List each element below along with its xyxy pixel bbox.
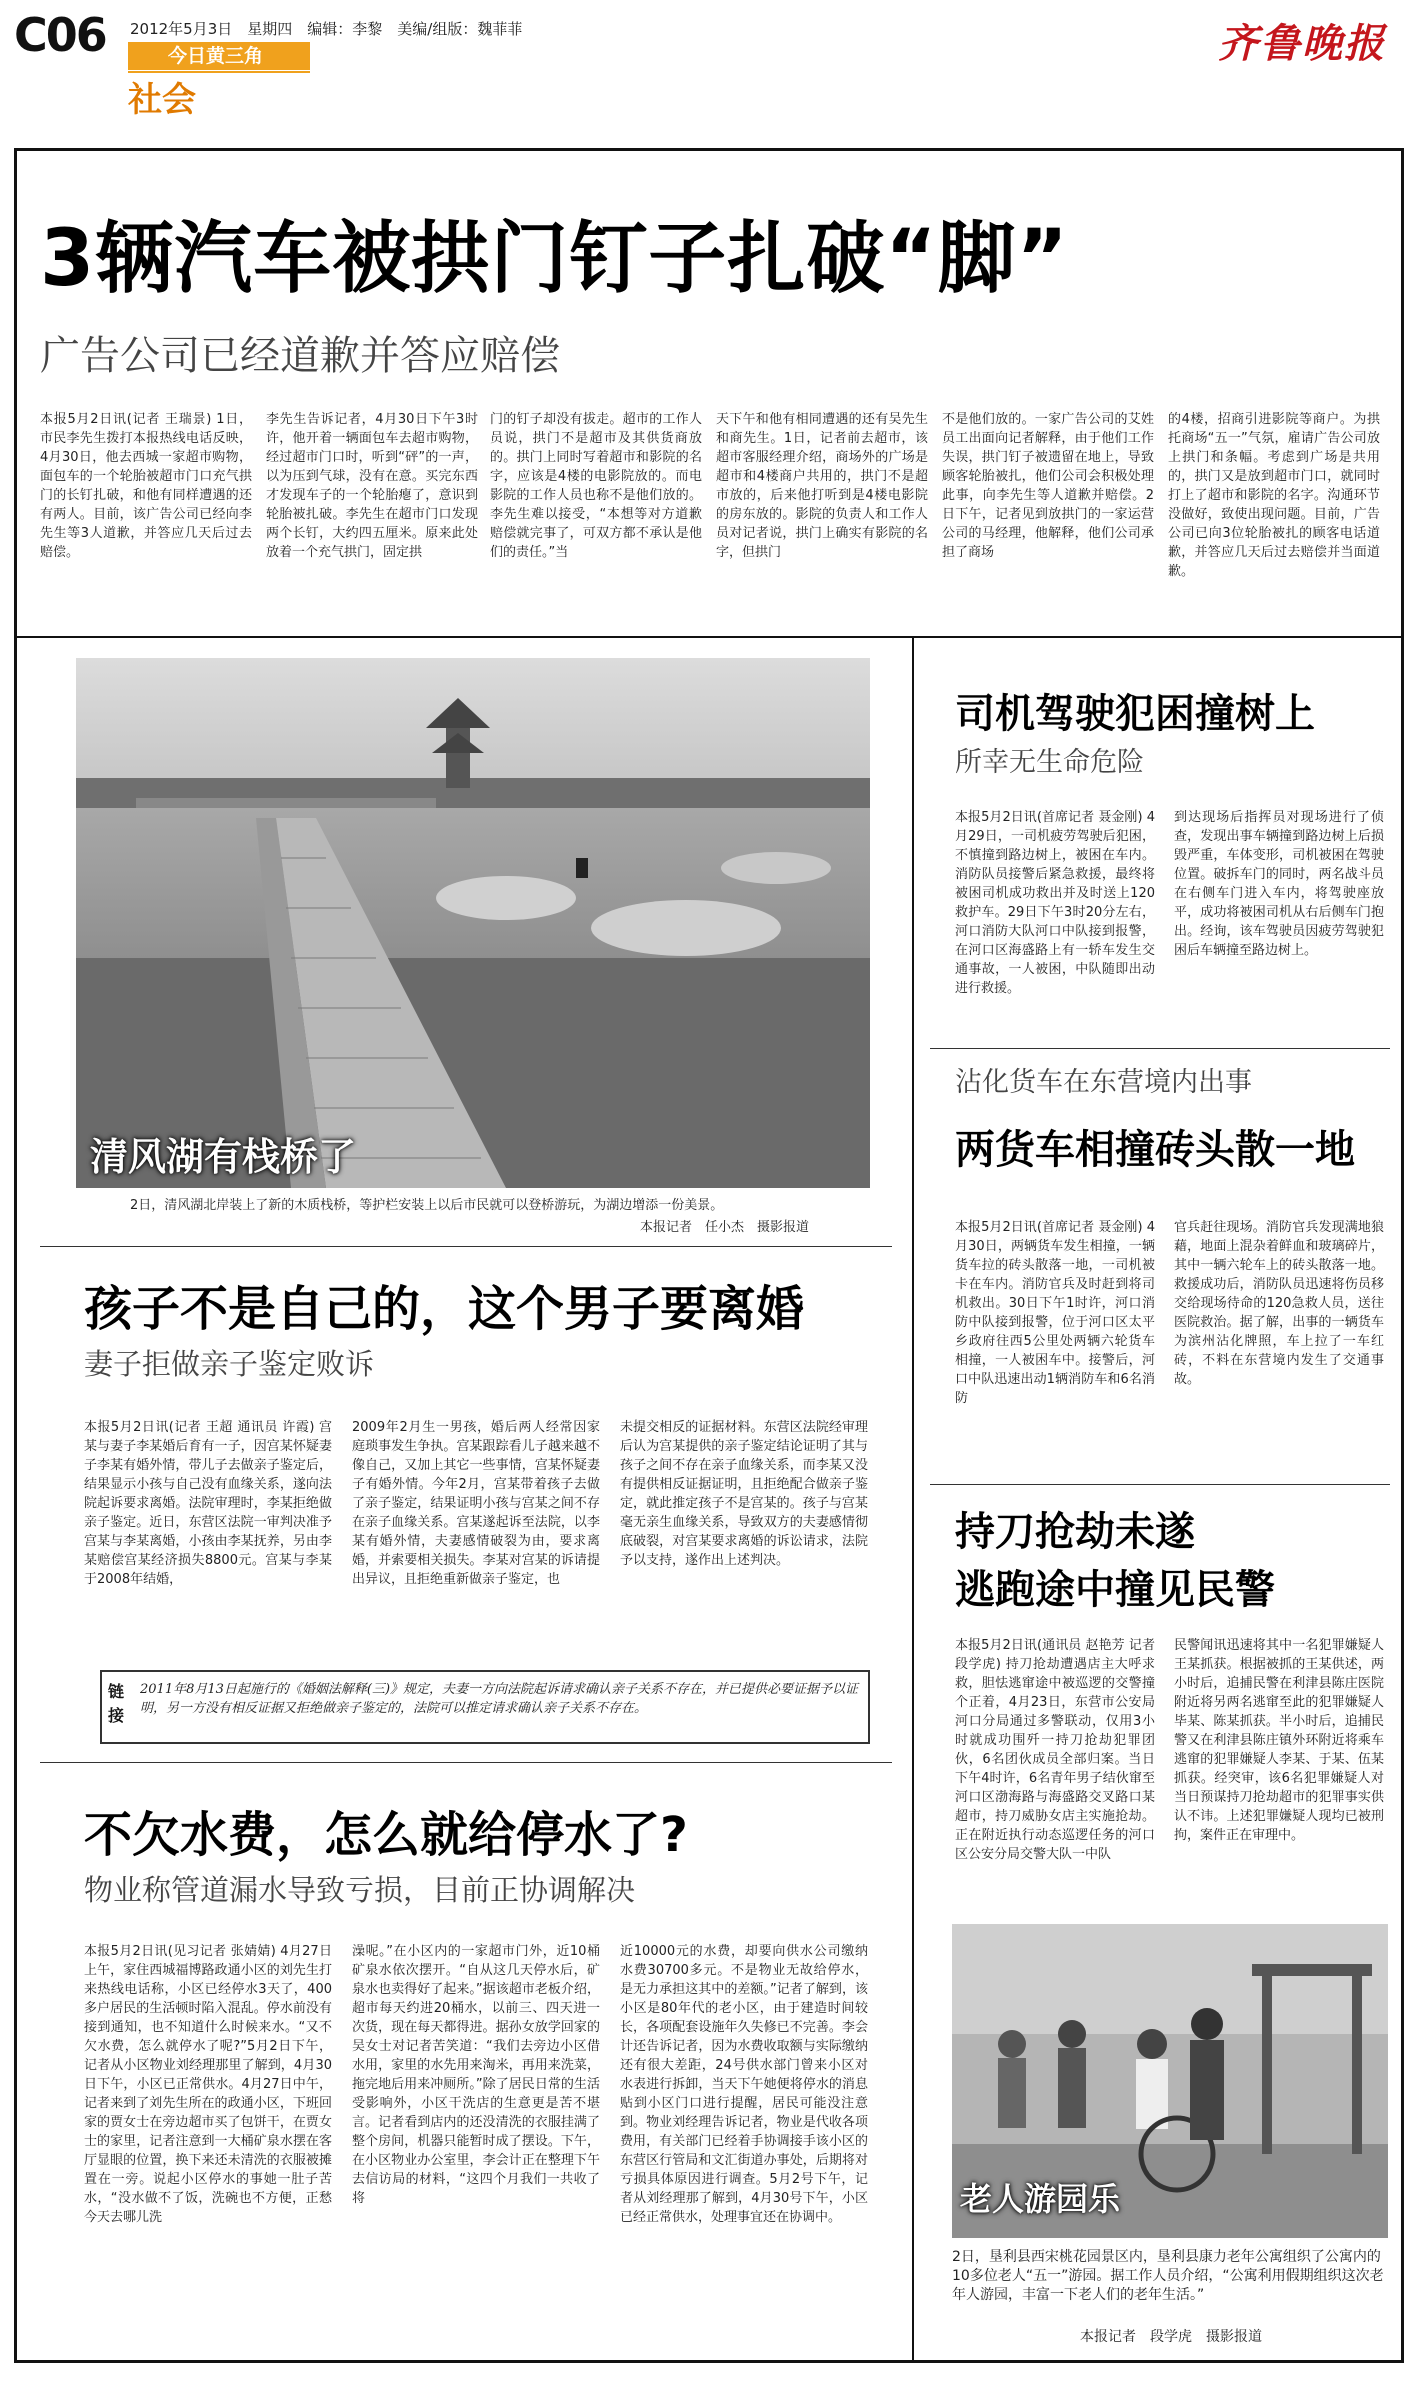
masthead-logo: 齐鲁晚报 <box>1218 20 1386 67</box>
box-top-rule <box>14 148 1404 151</box>
page-number: C06 <box>14 8 106 62</box>
photo-pier-label: 清风湖有栈桥了 <box>90 1135 357 1179</box>
water-col-3: 近10000元的水费，却要向供水公司缴纳水费30700多元。不是物业无故给停水，是无力承担这其中的差额。”记者了解到，该小区是80年代的老小区，由于建造时间较长，各项配套设施年久失修已不完善。李会计还告诉记者，因为水费收取额与实际缴纳还有很大差距，24号供水部门曾来小区对水表进行拆卸，当天下午她便将停水的消息贴到小区门口进行提醒，居民可能没注意到。物业刘经理告诉记者，物业是代收各项费用，有关部门已经着手协调接手该小区的东营区行管局和文汇街道办事处，后期将对亏损具体原因进行调查。5月2号下午，记者从刘经理那了解到，4月30号下午，小区已经正常供水，处理事宜还在协调中。 <box>620 1944 868 2225</box>
photo-pier-caption: 2日，清风湖北岸装上了新的木质栈桥，等护栏安装上以后市民就可以登桥游玩，为湖边增添一份美景。 <box>130 1198 724 1213</box>
divorce-subheadline: 妻子拒做亲子鉴定败诉 <box>84 1347 375 1381</box>
water-subheadline: 物业称管道漏水导致亏损，目前正协调解决 <box>84 1873 636 1907</box>
robbery-col-2: 民警闻讯迅速将其中一名犯罪嫌疑人王某抓获。根据被抓的王某供述，两小时后，追捕民警在利津县陈庄医院附近将另两名逃窜至此的犯罪嫌疑人毕某、陈某抓获。半小时后，追捕民警又在利津县陈庄镇外环附近将乘车逃窜的犯罪嫌疑人李某、于某、伍某抓获。经突审，该6名犯罪嫌疑人对当日预谋持刀抢劫超市的犯罪事实供认不讳。上述犯罪嫌疑人现均已被刑拘，案件正在审理中。 <box>1174 1638 1384 1843</box>
divorce-col-1: 本报5月2日讯(记者 王超 通讯员 许霞) 宫某与妻子李某婚后育有一子，因宫某怀疑妻子李某有婚外情，带儿子去做亲子鉴定后，结果显示小孩与自己没有血缘关系，遂向法院起诉要求离婚。法院审理时，李某拒绝做亲子鉴定。近日，东营区法院一审判决准予宫某与李某离婚，小孩由李某抚养，另由李某赔偿宫某经济损失8800元。宫某与李某于2008年结婚， <box>84 1420 332 1587</box>
water-headline: 不欠水费，怎么就给停水了? <box>84 1807 688 1863</box>
tree-col-1: 本报5月2日讯(首席记者 聂金刚) 4月29日，一司机疲劳驾驶后犯困，不慎撞到路边树上，被困在车内。消防队员接警后紧急救援，最终将被困司机成功救出并及时送上120救护车。29日下午3时20分左右，河口消防大队河口中队接到报警，在河口区海盛路上有一轿车发生交通事故，一人被困，中队随即出动进行救援。 <box>955 810 1155 996</box>
photo-pier-credit: 本报记者 任小杰 摄影报道 <box>640 1220 810 1235</box>
section-tab: 今日黄三角 <box>128 42 310 70</box>
link-text: 2011年8月13日起施行的《婚姻法解释(三)》规定，夫妻一方向法院起诉请求确认亲子关系不存在，并已提供必要证据予以证明，另一方没有相反证据又拒绝做亲子鉴定的，法院可以推定请求确认亲子关系不存在。 <box>140 1682 859 1716</box>
header-orange-rule <box>128 71 310 73</box>
lead-col-2: 李先生告诉记者，4月30日下午3时许，他开着一辆面包车去超市购物，经过超市门口时，听到“砰”的一声，以为压到气球，没有在意。买完东西才发现车子的一个轮胎瘪了，意识到轮胎被扎破。李先生在超市门口发现两个长钉，大约四五厘米。原来此处放着一个充气拱门，固定拱 <box>266 412 478 560</box>
trucks-col-2: 官兵赶往现场。消防官兵发现满地狼藉，地面上混杂着鲜血和玻璃碎片，其中一辆六轮车上的砖头散落一地。救援成功后，消防队员迅速将伤员移交给现场待命的120急救人员，送往医院救治。据了解，出事的一辆货车为滨州沾化牌照，车上拉了一车红砖，不料在东营境内发生了交通事故。 <box>1174 1220 1384 1387</box>
center-divider <box>912 638 914 2360</box>
robbery-col-1: 本报5月2日讯(通讯员 赵艳芳 记者 段学虎) 持刀抢劫遭遇店主大呼求救，胆怯逃窜途中被巡逻的交警撞个正着，4月23日，东营市公安局河口分局通过多警联动，仅用3小时就成功围歼一持刀抢劫犯罪团伙，6名团伙成员全部归案。当日下午4时许，6名青年男子结伙窜至河口区渤海路与海盛路交叉路口某超市，持刀威胁女店主实施抢劫。正在附近执行动态巡逻任务的河口区公安分局交警大队一中队 <box>955 1638 1155 1862</box>
tree-bottom-rule <box>930 1048 1390 1049</box>
box-bottom-rule <box>14 2360 1404 2363</box>
lead-headline: 3辆汽车被拱门钉子扎破“脚” <box>40 214 1069 304</box>
robbery-headline-1: 持刀抢劫未遂 <box>955 1509 1195 1555</box>
pier-illustration <box>76 658 870 1188</box>
trucks-headline: 两货车相撞砖头散一地 <box>955 1127 1355 1173</box>
robbery-headline-2: 逃跑途中撞见民警 <box>955 1567 1275 1613</box>
lead-subheadline: 广告公司已经道歉并答应赔偿 <box>40 333 560 379</box>
divorce-headline: 孩子不是自己的，这个男子要离婚 <box>84 1281 805 1337</box>
tree-headline: 司机驾驶犯困撞树上 <box>955 691 1315 737</box>
trucks-col-1: 本报5月2日讯(首席记者 聂金刚) 4月30日，两辆货车发生相撞，一辆货车拉的砖头散落一地，一司机被卡在车内。消防官兵及时赶到将司机救出。30日下午1时许，河口消防中队接到报警，位于河口区太平乡政府往西5公里处两辆六轮货车相撞，一人被困车中。接警后，河口中队迅速出动1辆消防车和6名消防 <box>955 1220 1155 1406</box>
lead-col-6: 的4楼，招商引进影院等商户。为拱托商场“五一”气氛，雇请广告公司放上拱门和条幅。考虑到广场是共用的，拱门又是放到超市门口，就同时打上了超市和影院的名字。沟通环节没做好，致使出现问题。目前，广告公司已向3位轮胎被扎的顾客电话道歉，并答应几天后过去赔偿并当面道歉。 <box>1168 412 1380 579</box>
trucks-kicker: 沾化货车在东营境内出事 <box>955 1067 1252 1098</box>
lead-col-5: 不是他们放的。一家广告公司的艾姓员工出面向记者解释，由于他们工作失误，拱门钉子被遗留在地上，导致顾客轮胎被扎，他们公司会积极处理此事，向李先生等人道歉并赔偿。2日下午，记者见到放拱门的一家运营公司的马经理，他解释，他们公司承担了商场 <box>942 412 1154 560</box>
photo-elderly-label: 老人游园乐 <box>960 2180 1121 2218</box>
tree-col-2: 到达现场后指挥员对现场进行了侦查，发现出事车辆撞到路边树上后损毁严重，车体变形，司机被困在驾驶位置。破拆车门的同时，两名战斗员在右侧车门进入车内，将驾驶座放平，成功将被困司机从右后侧车门抱出。经询，该车驾驶员因疲劳驾驶犯困后车辆撞至路边树上。 <box>1174 810 1384 958</box>
box-right-rule <box>1401 148 1404 2363</box>
divorce-col-2: 2009年2月生一男孩，婚后两人经常因家庭琐事发生争执。宫某跟踪看儿子越来越不像自己，又加上其它一些事情，宫某怀疑妻子有婚外情。今年2月，宫某带着孩子去做了亲子鉴定，结果证明小孩与宫某之间不存在亲子血缘关系。宫某遂起诉至法院，以李某有婚外情，夫妻感情破裂为由，要求离婚，并索要相关损失。李某对宫某的诉请提出异议，且拒绝重新做亲子鉴定，也 <box>352 1420 600 1587</box>
photo-elderly-caption: 2日，垦利县西宋桃花园景区内，垦利县康力老年公寓组织了公寓内的10多位老人“五一”游园。据工作人员介绍，“公寓利用假期组织这次老年人游园，丰富一下老人们的老年生活。” <box>952 2249 1384 2303</box>
divorce-top-rule <box>40 1246 892 1247</box>
box-left-rule <box>14 148 17 2363</box>
section-name: 社会 <box>128 80 196 120</box>
trucks-bottom-rule <box>930 1484 1390 1485</box>
photo-elderly-credit: 本报记者 段学虎 摄影报道 <box>1080 2329 1262 2345</box>
water-col-2: 澡呢。”在小区内的一家超市门外，近10桶矿泉水依次摆开。“自从这几天停水后，矿泉水也卖得好了起来。”据该超市老板介绍，超市每天约进20桶水，以前三、四天进一次货，现在每天都得进。据孙女放学回家的吴女士对记者苦笑道：“我们去旁边小区借水用，家里的水先用来淘米，再用来洗菜，拖完地后用来冲厕所。”除了居民日常的生活受影响外，小区干洗店的生意更是苦不堪言。记者看到店内的还没清洗的衣服挂满了整个房间，机器只能暂时成了摆设。下午，在小区物业办公室里，李会计正在整理下午去信访局的材料，“这四个月我们一共收了将 <box>352 1944 600 2206</box>
link-label: 链接 <box>108 1682 125 1725</box>
tree-subheadline: 所幸无生命危险 <box>955 747 1144 778</box>
lead-bottom-rule <box>14 636 1404 638</box>
photo-elderly <box>952 1924 1388 2238</box>
photo-pier <box>76 658 870 1188</box>
lead-col-3: 门的钉子却没有拔走。超市的工作人员说，拱门不是超市及其供货商放的。拱门上同时写着超市和影院的名字，应该是4楼的电影院放的。而电影院的工作人员也称不是他们放的。李先生难以接受，“本想等对方道歉赔偿就完事了，可双方都不承认是他们的责任。”当 <box>490 412 702 560</box>
divorce-col-3: 未提交相反的证据材料。东营区法院经审理后认为宫某提供的亲子鉴定结论证明了其与孩子之间不存在亲子血缘关系，而李某又没有提供相反证据证明，且拒绝配合做亲子鉴定，就此推定孩子不是宫某的。孩子与宫某毫无亲生血缘关系，导致双方的夫妻感情彻底破裂，对宫某要求离婚的诉讼请求，法院予以支持，遂作出上述判决。 <box>620 1420 868 1568</box>
lead-col-4: 天下午和他有相同遭遇的还有吴先生和商先生。1日，记者前去超市，该超市客服经理介绍，商场外的广场是超市和4楼商户共用的，拱门不是超市放的，后来他打听到是4楼电影院的房东放的。影院的负责人和工作人员对记者说，拱门上确实有影院的名字，但拱门 <box>716 412 928 560</box>
water-col-1: 本报5月2日讯(见习记者 张婧婧) 4月27日上午，家住西城福博路政通小区的刘先生打来热线电话称，小区已经停水3天了，400多户居民的生活顿时陷入混乱。停水前没有接到通知，也不知道什么时候来水。“又不欠水费，怎么就停水了呢?”5月2日下午，记者从小区物业刘经理那里了解到，4月30日下午，小区已正常供水。4月27日中午，记者来到了刘先生所在的政通小区，下班回家的贾女士在旁边超市买了包饼干，在贾女士的家里，记者注意到一大桶矿泉水摆在客厅显眼的位置，换下来还未清洗的衣服被摊置在一旁。说起小区停水的事她一肚子苦水，“没水做不了饭，洗碗也不方便，正愁今天去哪儿洗 <box>84 1944 332 2225</box>
lead-col-1: 本报5月2日讯(记者 王瑞景) 1日，市民李先生拨打本报热线电话反映，4月30日，他去西城一家超市购物，面包车的一个轮胎被超市门口充气拱门的长钉扎破，和他有同样遭遇的还有两人。目前，该广告公司已经向李先生等3人道歉，并答应几天后过去赔偿。 <box>40 412 252 560</box>
date-line: 2012年5月3日 星期四 编辑：李黎 美编/组版：魏菲菲 <box>130 20 523 38</box>
water-top-rule <box>40 1762 892 1763</box>
